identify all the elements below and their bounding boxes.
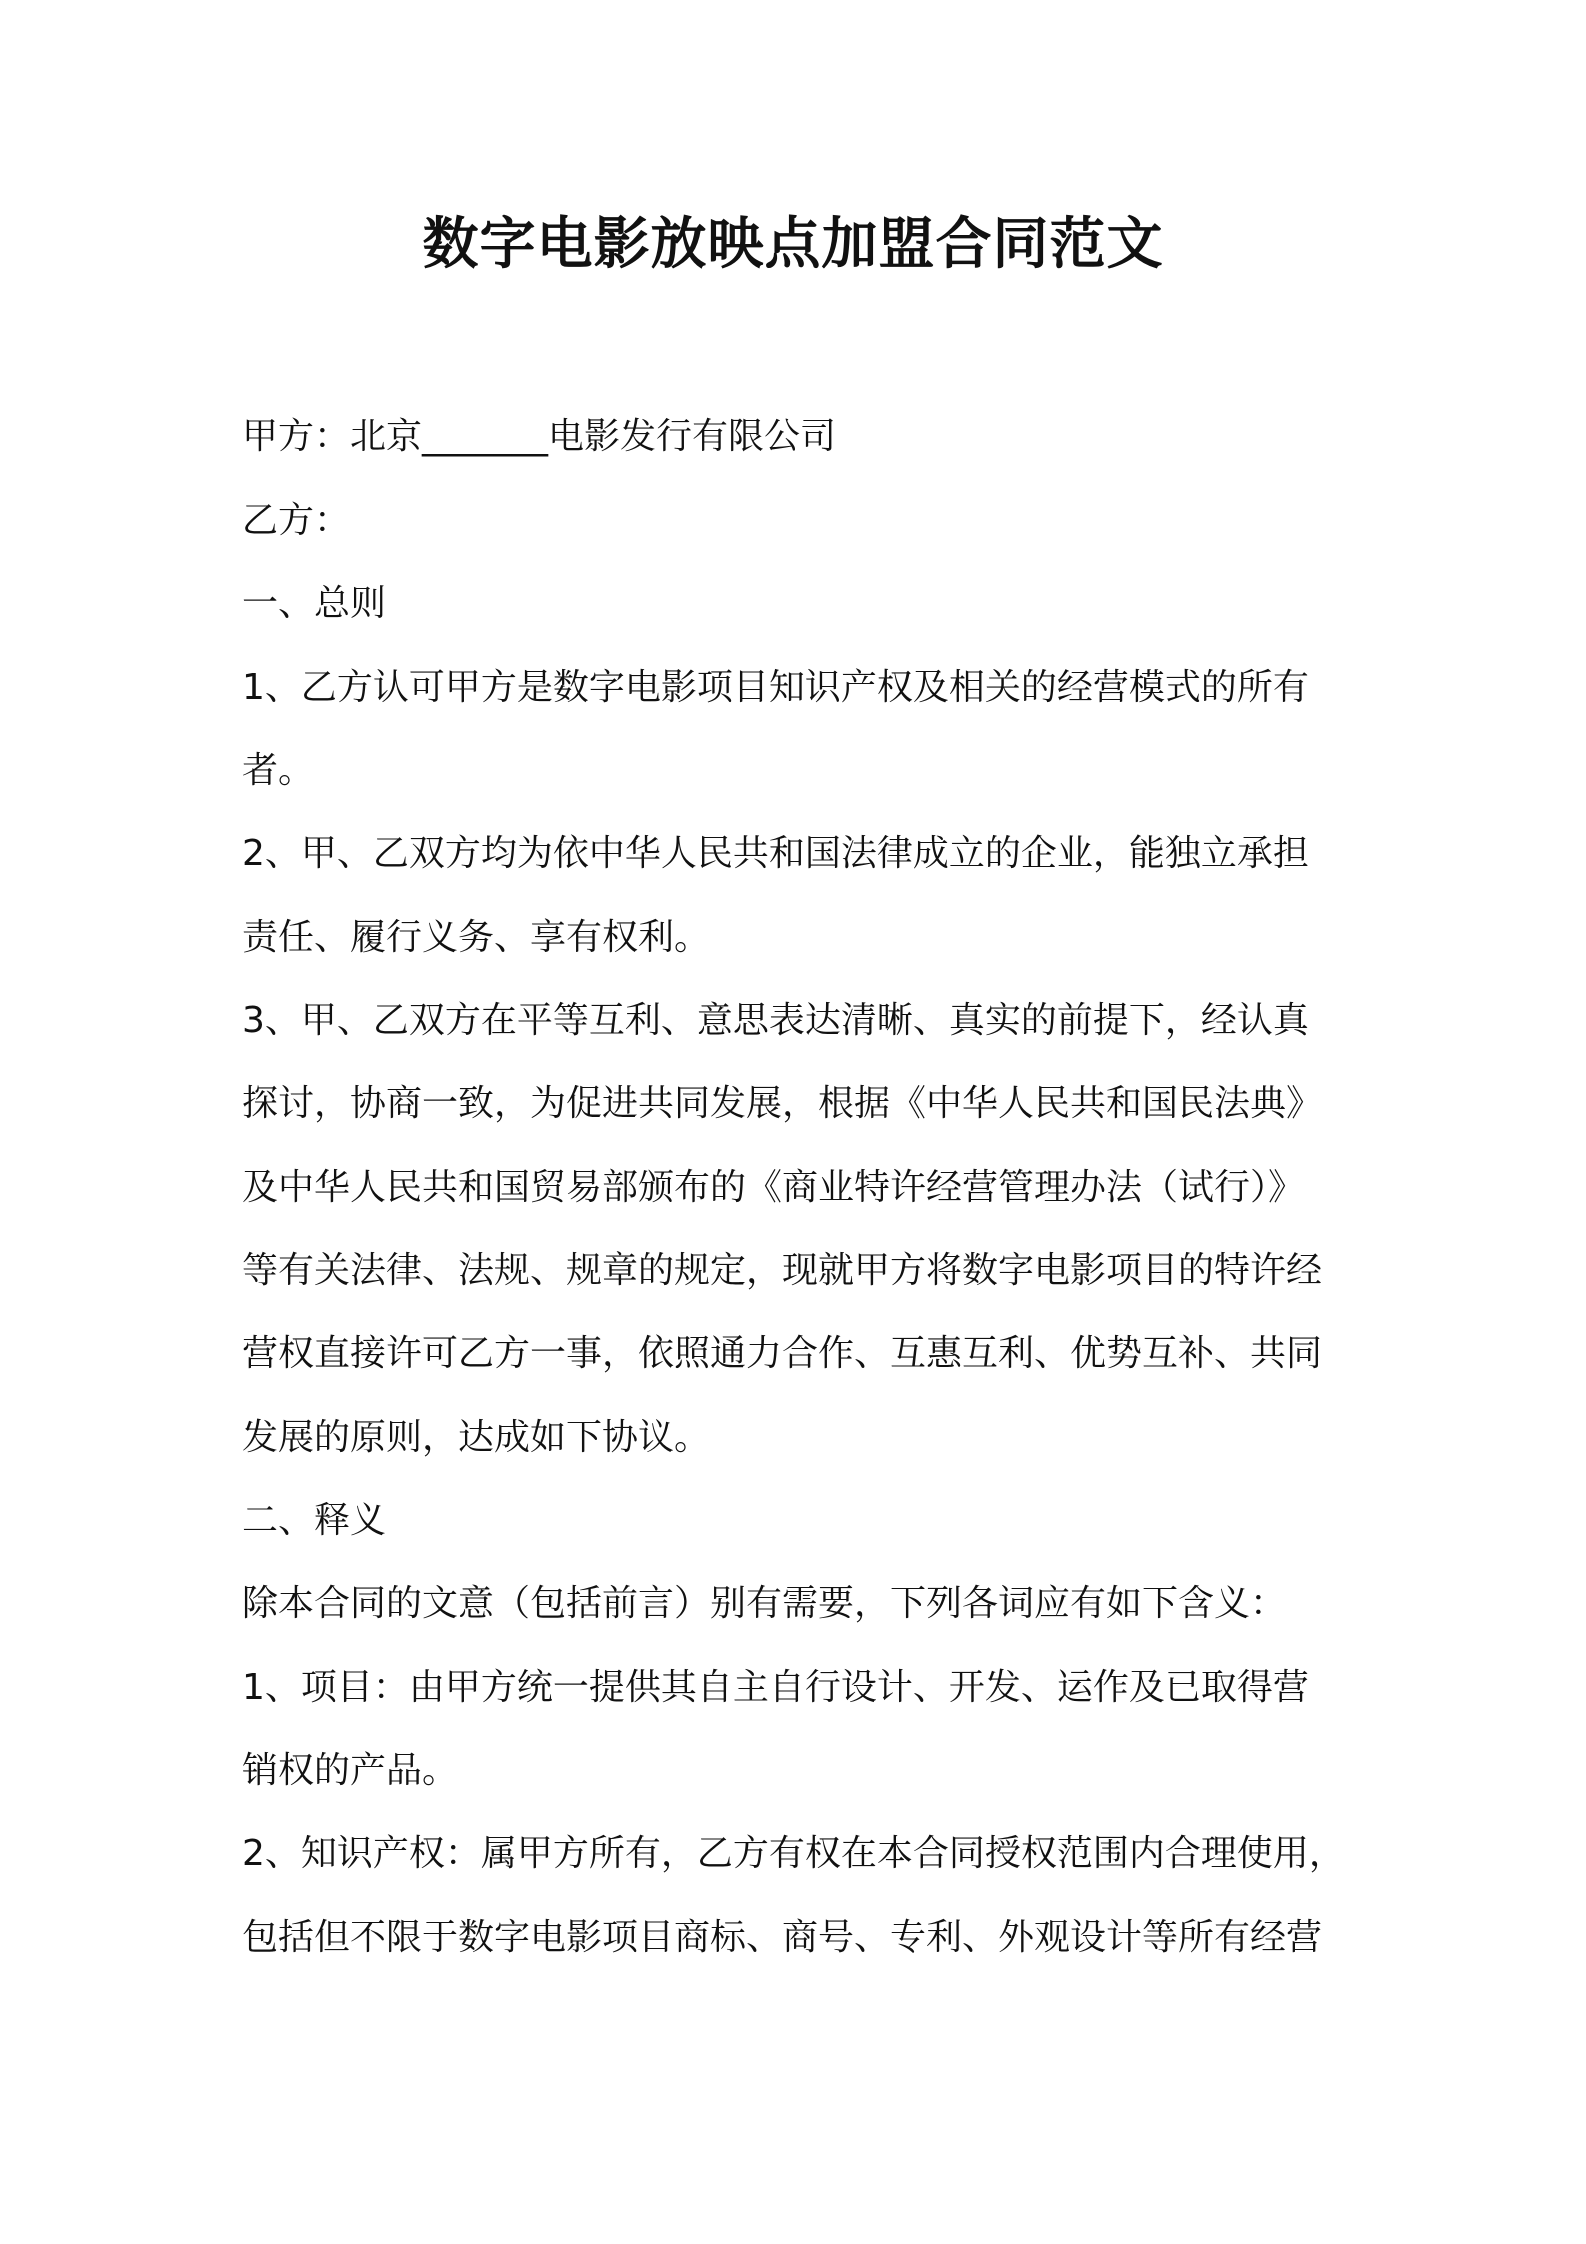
- paragraph-line: 2、甲、乙双方均为依中华人民共和国法律成立的企业，能独立承担: [242, 833, 1309, 874]
- paragraph-line: 探讨，协商一致，为促进共同发展，根据《中华人民共和国民法典》: [242, 1083, 1323, 1124]
- paragraph-line: 除本合同的文意（包括前言）别有需要，下列各词应有如下含义：: [242, 1583, 1287, 1624]
- paragraph-line: 销权的产品。: [242, 1750, 459, 1791]
- party-b-line: 乙方：: [242, 500, 351, 541]
- paragraph-line: 营权直接许可乙方一事，依照通力合作、互惠互利、优势互补、共同: [242, 1333, 1323, 1374]
- paragraph-line: 1、乙方认可甲方是数字电影项目知识产权及相关的经营模式的所有: [242, 667, 1309, 708]
- paragraph-line: 等有关法律、法规、规章的规定，现就甲方将数字电影项目的特许经: [242, 1250, 1323, 1291]
- paragraph-line: 者。: [242, 750, 315, 791]
- paragraph-line: 3、甲、乙双方在平等互利、意思表达清晰、真实的前提下，经认真: [242, 1000, 1309, 1041]
- paragraph-line: 包括但不限于数字电影项目商标、商号、专利、外观设计等所有经营: [242, 1917, 1323, 1958]
- paragraph-line: 2、知识产权：属甲方所有，乙方有权在本合同授权范围内合理使用，: [242, 1833, 1345, 1874]
- section-heading-definitions: 二、释义: [242, 1500, 387, 1541]
- paragraph-line: 1、项目：由甲方统一提供其自主自行设计、开发、运作及已取得营: [242, 1667, 1309, 1708]
- party-a-line: 甲方：北京_______电影发行有限公司: [242, 416, 837, 457]
- paragraph-line: 责任、履行义务、享有权利。: [242, 917, 711, 958]
- paragraph-line: 及中华人民共和国贸易部颁布的《商业特许经营管理办法（试行）》: [242, 1167, 1305, 1208]
- document-title: 数字电影放映点加盟合同范文: [422, 212, 1164, 277]
- paragraph-line: 发展的原则，达成如下协议。: [242, 1417, 711, 1458]
- section-heading-general: 一、总则: [242, 583, 387, 624]
